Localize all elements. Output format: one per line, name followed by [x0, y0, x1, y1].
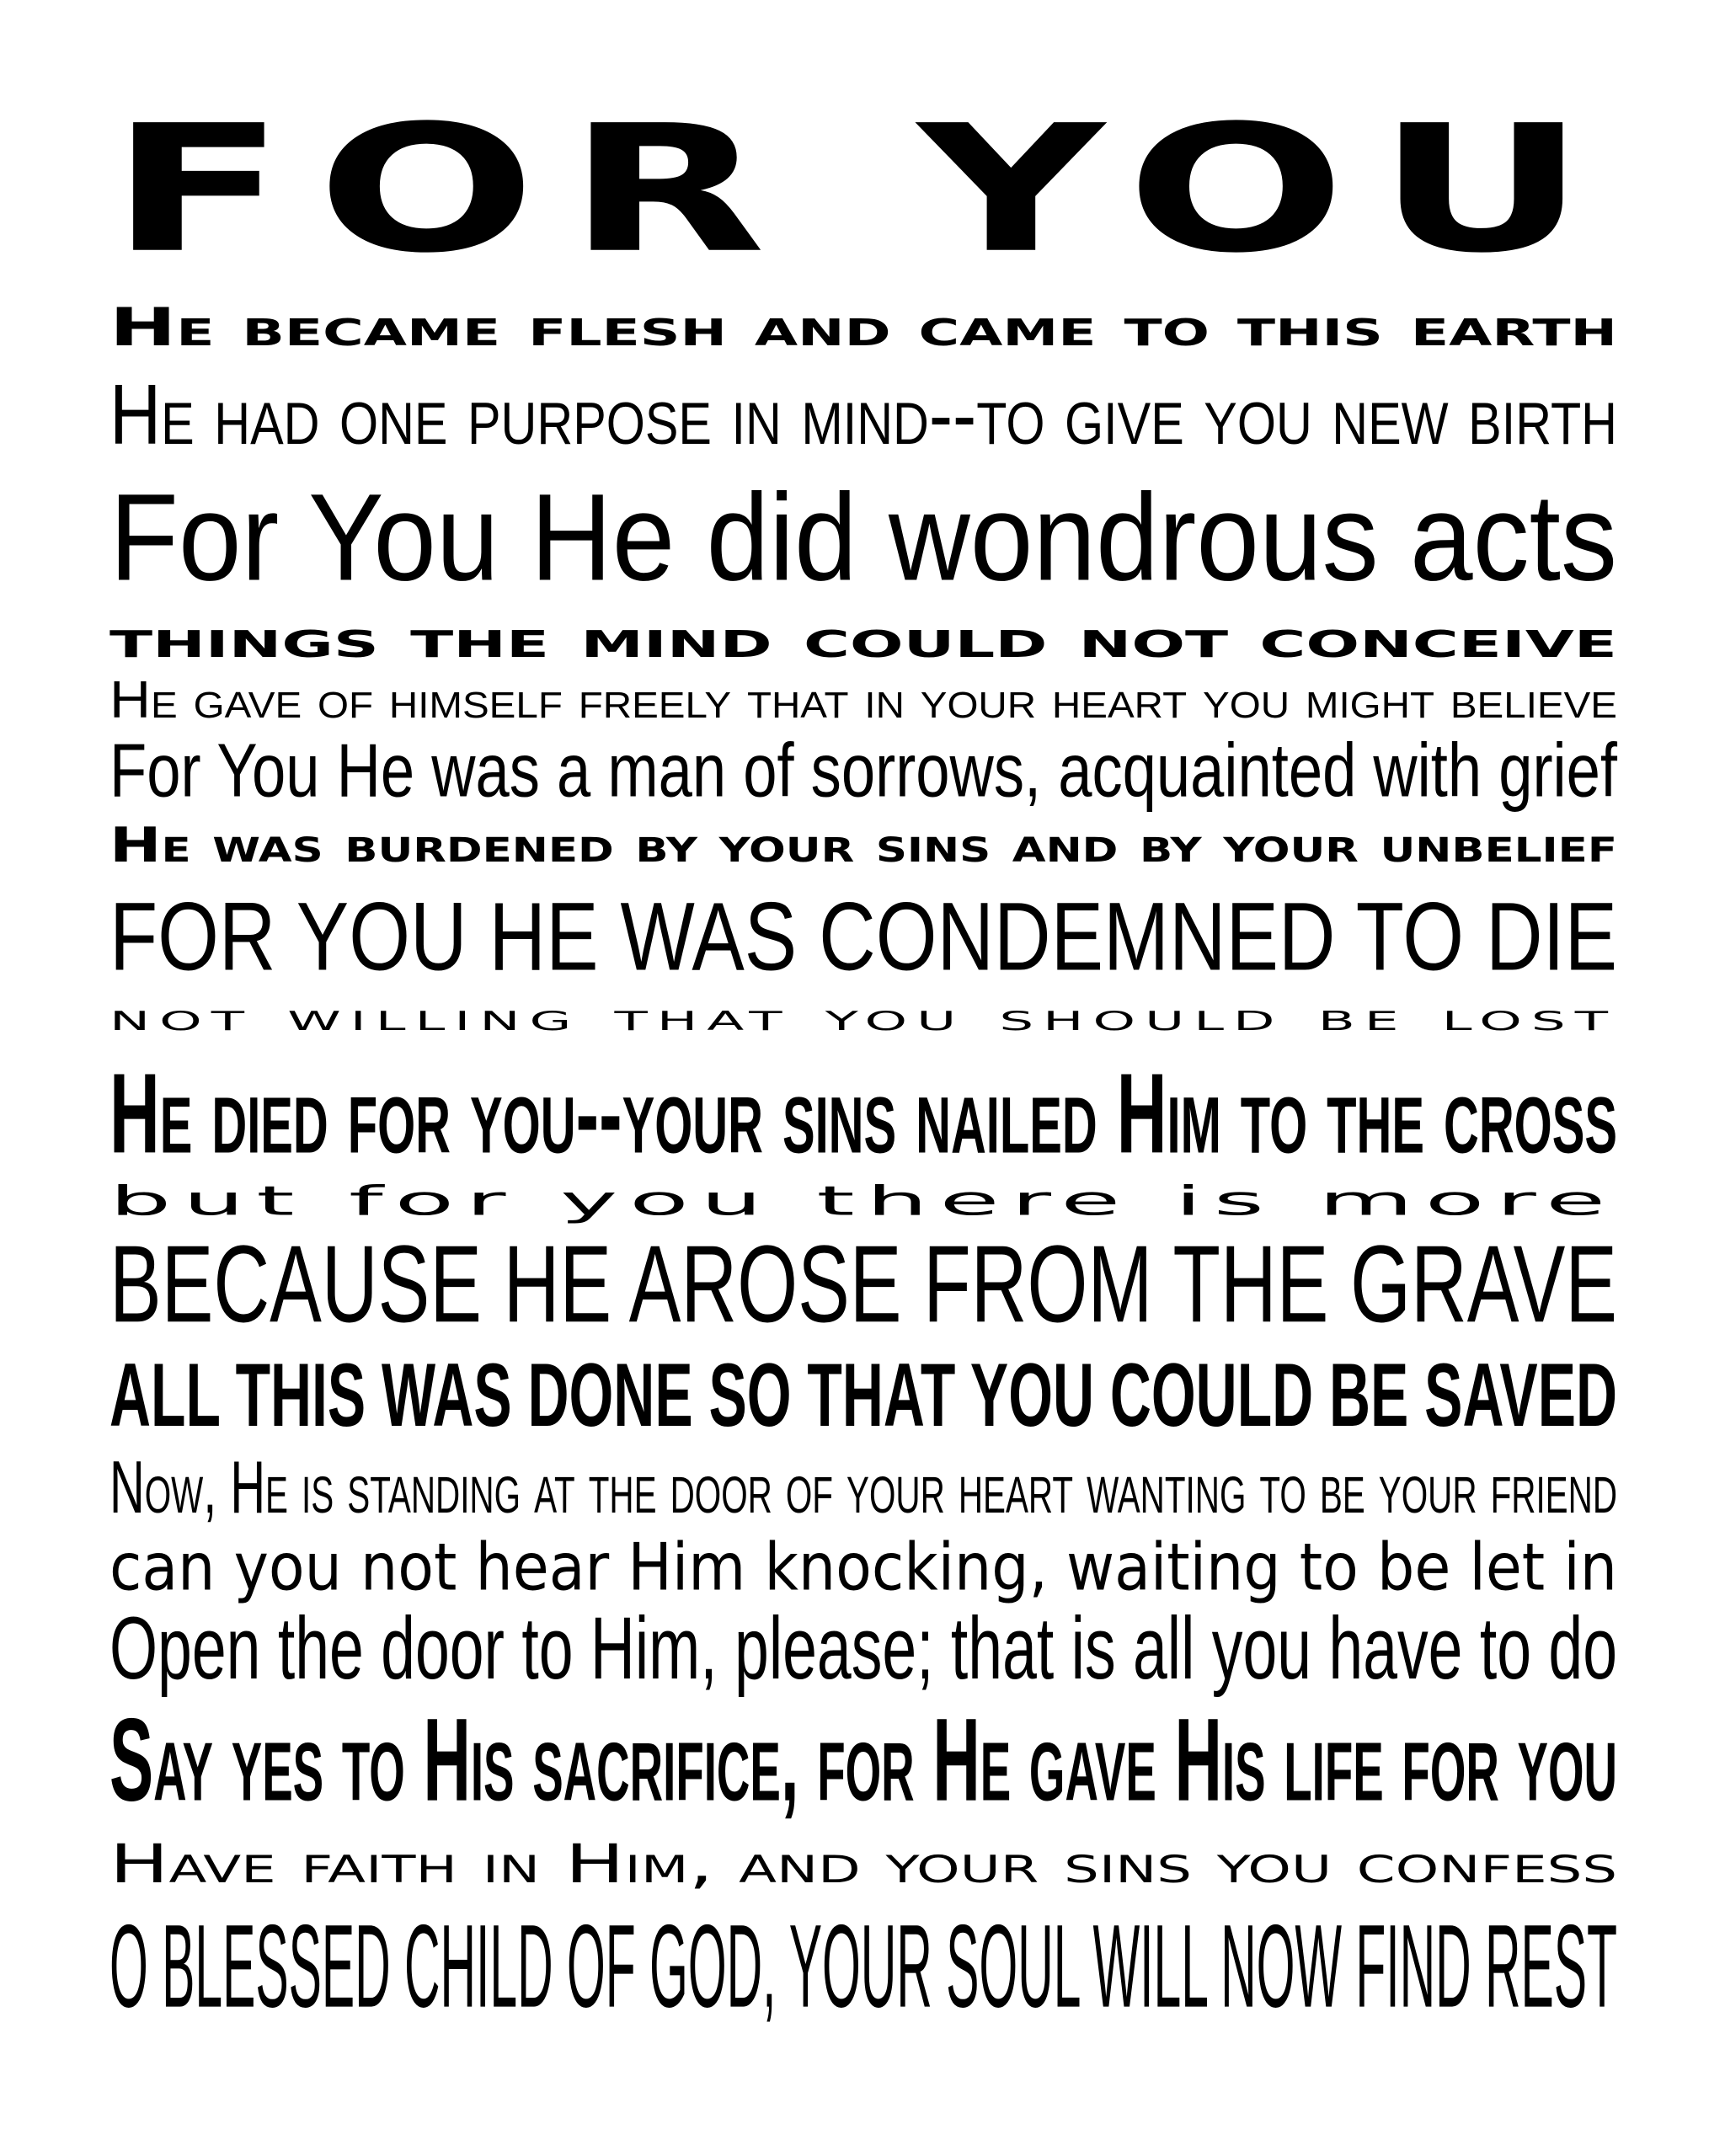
poster-line: Say yes to His sacrifice, for He gave His life for you	[109, 1694, 1617, 1827]
poster-line: BECAUSE HE AROSE FROM THE GRAVE	[109, 1223, 1617, 1346]
poster-line: O BLESSED CHILD OF GOD, YOUR SOUL WILL NOW FIND REST	[109, 1900, 1617, 2033]
poster-line: He gave of himself freely that in your heart you might believe	[109, 670, 1618, 729]
poster-line: For You He was a man of sorrows, acquainted with grief	[109, 728, 1617, 814]
poster-line: can you not hear Him knocking, waiting to be let in	[109, 1528, 1617, 1606]
poster-line: Now, He is standing at the door of your heart wanting to be your friend	[109, 1445, 1617, 1529]
poster-line: things the mind could not conceive	[109, 608, 1618, 670]
poster-line: He became flesh and came to this earth	[109, 296, 1617, 358]
poster-title: FOR YOU	[109, 87, 1617, 292]
poster-line: but for you there is more	[109, 1177, 1617, 1225]
poster-line: He was burdened by your sins and by your unbelief	[109, 816, 1617, 873]
poster-line: He died for you--your sins nailed Him to the cross	[109, 1049, 1617, 1178]
poster-line: ALL THIS WAS DONE SO THAT YOU COULD BE SAVED	[109, 1344, 1618, 1446]
poster-line: FOR YOU HE WAS CONDEMNED TO DIE	[109, 883, 1617, 991]
poster-line: not willing that you should be lost	[109, 994, 1617, 1039]
poster-line: He had one purpose in mind--to give you new birth	[109, 366, 1617, 463]
poster-line: For You He did wondrous acts	[109, 468, 1617, 607]
poster-line: Open the door to Him, please; that is all you have to do	[109, 1598, 1617, 1699]
poster-line: Have faith in Him, and your sins you confess	[109, 1833, 1617, 1896]
